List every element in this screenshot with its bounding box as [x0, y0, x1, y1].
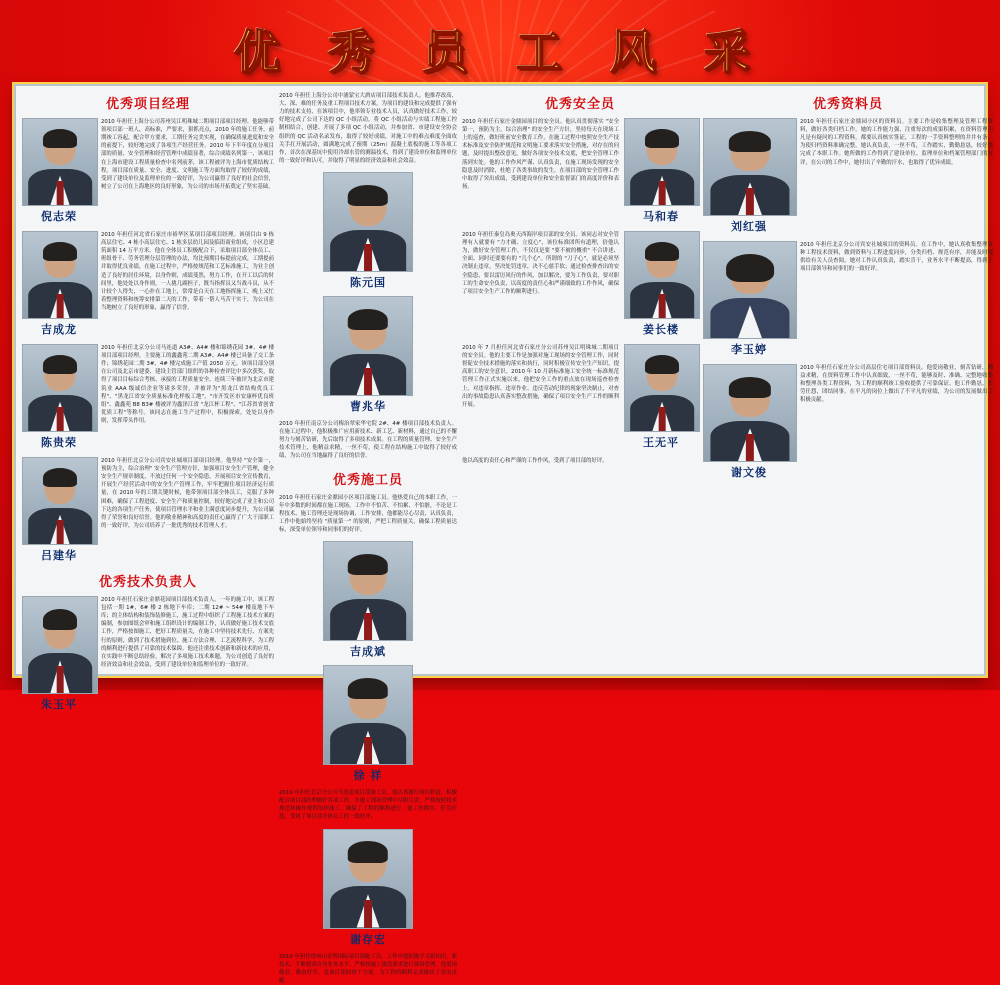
section-title-technical-leader: 优秀技术负责人: [98, 575, 197, 590]
employee-entry: [22, 596, 274, 712]
employee-name: 吕建华: [41, 549, 77, 562]
employee-description: 2010 年担任北京分公司马连道项目部施工员。他认真履行岗位职责，积极配合项目部经理做好各项工作，在施工现场管理中尽职尽责，严格按照技术规范和操作规程组织施工，确保了工程的顺利进行。他工作踏实，任劳任怨，受到了项目部全体员工的一致好评。: [279, 790, 457, 821]
column-project-manager: [22, 92, 274, 711]
employee-photo-block: [624, 231, 698, 337]
employee-photo-block: [279, 829, 457, 947]
employee-photo-block: [22, 344, 96, 450]
employee-photo: [624, 118, 700, 206]
employee-photo-block: [703, 118, 795, 234]
employee-name: 陈元国: [350, 275, 386, 289]
employee-photo: [703, 364, 797, 462]
employee-description: 2010 年担任北京分公司马连道 A3#、A4# 楼和锦绣花园 3#、4# 楼项目部项目经理。主要施工的鑫鑫苑二期 A3#、A4# 楼已具备了交工条件；锦绣花园二期 3#、4# 楼完成施工产值 2050 万元。该项目部分别在公司及北京市建委、建设主管部门组织的各种检查评比中多次获奖，取得了项目目标综合考核、承接的工程质量安全、连续三年被评为北京市建筑业 AAA 级诚信企业等诸多荣誉，并被评为"黑龙江省结构优良工程"、"黑龙江省安全质量标准化样板工地"，"市开发区市安康杯优良班组"、鑫鑫苑 B8 B3# 楼被评为鑫泽江省 "龙江杯工程"、"江苏省省创省优质工程"等称号。该同志在施工生产过程中，积极探索，处处以身作则，发挥带头作用。: [101, 345, 274, 424]
employee-description: 2010 年担任河北省石家庄市裕华区某项目部项目经理。该项目由 9 栋高层住宅、4 栋小高层住宅、1 栋多层幼儿园及临街商业组成，小区总建筑面积 14 万平方米。他在全体员工积极配合下，采取项目部全体员工、班组骨干、劳务管理分层管理的办法，均比预期目标提前完成，工期提前并取得优良业绩。在施工过程中，严格按规范和工艺标准施工，为业主创造了良好的居住环境，以身作则，成绩斐然，努力工作，在开工以后的时间里，他处处以身作则，一人挑几副担子，既当指挥员又当战斗员，从不计较个人得失，一心扑在工地上，常常是白天在工地指挥施工，晚上又忙着整理资料和统筹安排第二天的工作，带着一帮人马苦干实干，为公司在当地树立了良好的形象，赢得了信誉。: [101, 232, 274, 311]
employee-entry: [703, 364, 993, 480]
employee-name: 李玉婷: [731, 343, 767, 356]
employee-entry: [703, 118, 993, 234]
employee-photo-block: [279, 665, 457, 783]
employee-photo: [323, 665, 413, 765]
column-archivist: [703, 92, 993, 668]
employee-photo-block: [624, 118, 698, 224]
employee-photo: [703, 241, 797, 339]
employee-photo: [22, 118, 98, 206]
content-board: [14, 84, 993, 984]
employee-photo-block: [22, 231, 96, 337]
employee-description: 2010 年担任石家庄金鼎花园项目部技术负责人。一年的施工中，该工程包括一期 1#、6# 楼 2 栋地下车库；二期 12# ~ 54# 楼及地下车库；的主体结构和装饰装修施工，施工过程中组织了工程施工技术方案的编制，参加图纸会审和施工组织设计的编制工作，认真做好施工技术交底工作，严格按图施工，把好工程质量关，在施工中坚持技术先行、方案先行的原则，做到了技术措施到位、施工方法合理、工艺流程科学，为工程的顺利进行提供了可靠的技术保障。他还注重技术创新和新技术的应用，在实践中不断总结经验，解决了多项施工技术难题，为公司创造了良好的经济效益和社会效益，受到了建设单位和监理单位的一致好评。: [101, 597, 274, 668]
employee-name: 王无平: [643, 436, 679, 449]
employee-name: 姜长楼: [643, 323, 679, 336]
employee-photo-block: [279, 296, 457, 414]
employee-name: 谢存宏: [350, 932, 386, 946]
employee-entry: [703, 241, 993, 357]
column-construction: [279, 92, 457, 984]
employee-photo-block: [22, 457, 96, 563]
employee-name: 曹兆华: [350, 399, 386, 413]
employee-photo: [624, 344, 700, 432]
employee-description: 2010 年担任南京分公司梅治翠家华宅院 2#、4# 楼项目部技术负责人。在施工过程中，他积极推广应用新技术、新工艺、新材料，通过自己的不懈努力与刻苦钻研，先后取得了多项技术成果。在工程的质量管理、安全生产技术管理上，他精益求精，一丝不苟，使工程在结构施工中取得了较好成绩，为公司在当地赢得了良好的信誉。: [279, 420, 457, 460]
employee-name: 陈贵荣: [41, 436, 77, 449]
employee-photo-block: [279, 541, 457, 659]
employee-entry: [22, 457, 274, 563]
employee-photo: [323, 296, 413, 396]
employee-description: 2010 年担任北京分公司宾安社城项目部项目经理。他坚持 "安全第一，预防为主，综合治理" 安全生产管理方针，加强项目安全生产管理，健全安全生产规章制度，不放过任何一个安全隐患，开展项目安全宣传教育，开展生产经营活动中的安全生产管理工作，牢牢把握住项目经济运行质量，在 2010 年的工期关键时候，他带领项目部全体员工，克服了多种困难，确保了工程进度、安全生产和质量控制，较好地完成了业主和公司下达的各项生产任务，使项目管理水平和业主满意度同步提升，为公司赢得了荣誉和良好信誉。他的敬业精神和高度的责任心赢得了广大干部职工的一致好评，为公司培养了一批优秀的技术管理人才。: [101, 458, 274, 529]
section-title-safety-officer: 优秀安全员: [544, 97, 615, 112]
employee-name: 吉成龙: [41, 323, 77, 336]
employee-photo: [323, 541, 413, 641]
employee-description: 2010 年担任石家庄分公司高层住宅项目部资料员。他爱岗敬业，刻苦钻研，精益求精，在资料管理工作中认真细致，一丝不苟，能够及时、准确、完整地收集和整理各类工程资料，为工程的顺利竣工验收提供了可靠保证。他工作勤恳，任劳任怨，团结同事，在平凡的岗位上做出了不平凡的业绩，为公司的发展做出了积极贡献。: [800, 365, 993, 404]
employee-name: 徐 祥: [353, 769, 383, 783]
employee-photo-block: [624, 344, 698, 450]
employee-description: 2010 年担任北京分公司宾安社城项目的资料员。在工作中，她认真收集整理各种工程技术资料，做到资料与工程进度同步，分类归档、规范有序，并能及时提供给有关人员查阅。她对工作认真负责，踏实肯干，业务水平不断提高，得到了项目部领导和同事们的一致好评。: [800, 242, 993, 273]
employee-entry: [462, 344, 698, 450]
section-note: 他以高度的责任心和严谨的工作作风，受到了项目部的好评。: [462, 458, 608, 464]
employee-photo-block: [703, 364, 795, 480]
employee-name: 倪志荣: [41, 210, 77, 223]
employee-entry: [462, 118, 698, 224]
employee-photo-block: [703, 241, 795, 357]
employee-photo-block: [279, 172, 457, 290]
employee-name: 刘红强: [731, 220, 767, 233]
employee-photo: [22, 596, 98, 694]
employee-description: 2010 年 7 月担任河北省石家庄分公司苏州吴江明珠城二期项目的安全员。他的主要工作是加强对施工现场的安全管理工作，同时督促安全技术措施的落实和执行，同时积极宣传安全生产知识，提高职工的安全意识。2010 年 10 月新标准施工安全统一标准规范管理工作正式实施以来，他把安全工作的重点放在现场巡查检查上，对违章指挥、违章作业、违反劳动纪律的现象坚决制止，对查出的事故隐患认真落实整改措施，确保了项目安全生产工作的顺利开展。: [462, 345, 619, 408]
employee-photo: [323, 172, 413, 272]
employee-description: 2010 年担任上海分公司苏州吴江明珠城二期项目部项目经理。他能够带领项目部一班人，高标准，严要求，狠抓亮点，2010 年的施工任务，前期竣工容起，配合甲方要求，工期任务完美实现，在确保质量进度和安全的前提下，较好地完成了各项生产经营任务。2010 年下半年度在分项目部的质量、安全管理和经营管理中成绩显著，综合成绩名列第一，该项目在上海市建设工程质量检查中名列前茅，该工程被评为上海市优质结构工程。项目部在质量、安全、进度、文明施工等方面均取得了较好的成绩，受到了建设单位及监理单位的一致好评，为公司赢得了良好的社会信誉，树立了公司在上海地区的良好形象，为公司的市场开拓奠定了坚实基础。: [101, 119, 274, 190]
poster-title-area: [0, 16, 1000, 78]
employee-photo: [22, 457, 98, 545]
employee-name: 谢文俊: [731, 466, 767, 479]
employee-entry: [22, 344, 274, 450]
employee-entry: [462, 231, 698, 337]
employee-name: 吉成斌: [350, 645, 386, 659]
column-safety-officer: [462, 92, 698, 668]
section-title-archivist: 优秀资料员: [812, 97, 883, 112]
page-title: 优 秀 员 工 风 采: [233, 25, 767, 79]
employee-photo-block: [22, 596, 96, 712]
employee-entry: [22, 231, 274, 337]
employee-description: 2010 年担任石家庄金鼎园小区的资料员。主要工作是收集整理及管理工程资料，做好各类归档工作，她的工作能力强，注重每次的成果积累，在资料管理中凡是有疑问的工程资料，都要认真核实签证，工程的一手资料整理的井井有条，为使归档资料准确完整，她认真负责，一丝不苟，工作踏实、勤勤恳恳，较好地完成了本职工作。她所做的工作得到了建设单位、监理单位和档案管理部门的好评，在公司的工作中，她付出了辛勤的汗水，也取得了优异成绩。: [800, 119, 993, 166]
employee-entry: [22, 118, 274, 224]
employee-description: 2010 年担任石家庄金鼎园小区项目部施工员。他热爱自己的本职工作，一年中多数的时间都在施工现场，工作中不怕苦、不怕累、不怕脏，不论是工程技术、施工管理还是现场协调、工作安排，他都能尽心尽责，认真负责，工作中他始终坚持 "质量第一" 的原则，严把工程质量关，确保工程质量达标，深受单位领导和同事们的好评。: [279, 494, 457, 533]
employee-description: 2010 年担任秦皇岛奥天西海岸项目部的安全员。该同志对安全管理有人就要有 "力才确、立度心"，该位标准团所有道理，倍他认为，做好安全管理工作，不仅仅是要 "要不被的概重" 不合讲述、全面、同时还要要有的 "几个心"。所谓的 "刀子心"，就是必须坚决制止违章，坚决处罚违章，决不心慈手软；通过检查排查出的安全隐患，要以雷厉风行的作风，加以解决，要为工作负责，要对职工的生命安全负责，以高度的责任心和严谨细致的工作作风，确保了项目安全生产工作的顺利进行。: [462, 232, 619, 295]
employee-photo: [323, 829, 413, 929]
employee-description: 2010 年担任石家庄金鼎园项目的安全员。他认真贯彻落实 "安全第一，预防为主，综合治理" 的安全生产方针，坚持每天在现场工上的巡查，做好班前安全教育工作，在施工过程中按照安全生产技术标准及安全防护规范和文明施工要求落实安全措施，对存在的问题，及时提出整改意见，做好各项安全技术交底，把安全管理工作落到实处。他的工作作风严谨、认真负责，在施工现场发现的安全隐患及时消除，杜绝了各类事故的发生，在项目部的安全管理工作中取得了突出成绩，受到建设单位和安全监督部门的高度评价和表扬。: [462, 119, 619, 190]
employee-name: 朱玉平: [41, 698, 77, 711]
section-title-construction-worker: 优秀施工员: [332, 472, 403, 488]
employee-description: 2010 年担任徐州山金博国际项目部施工员。工作中他积极学习新知识、新技术，不断提高自身业务水平，严格按施工规范要求进行现场管理，他爱岗敬业、勤奋好学，是项目部的骨干力量，为工程的顺利完成做出了突出贡献。: [279, 953, 457, 984]
employee-photo-block: [22, 118, 96, 224]
section-title-project-manager: 优秀项目经理: [105, 97, 190, 112]
employee-photo: [624, 231, 700, 319]
employee-photo: [703, 118, 797, 216]
employee-photo: [22, 231, 98, 319]
employee-photo: [22, 344, 98, 432]
employee-name: 马和春: [643, 210, 679, 223]
employee-description: 2010 年担任上海分公司中浦蒙宝大酒店项目部技术负责人。他推荐改高、大、深、难的任务及重工程项目技术方案，为项目的建设和完成提供了强有力的技术支持，在该项目中，他率领专业技术人员，认真做好技术工作，较好地完成了公司下达的 QC 小组活动，将 QC 小组活动与实绩工程施工控制相结合，创建、开展了多项 QC 小组活动，并参加省、市建设安全协会组织的 QC 活动名录发布，取得了较好成绩，对施工中的难点难度全面攻关手扛开展活动，圆满地完成了预期（25m）混凝土底板的施工等各项工作，首次在深基坑中使用冷却水管的测温技术，得到了建设单位和监理单位的一致好评和认可，并取得了明显的经济效益和社会效益。: [279, 93, 457, 164]
